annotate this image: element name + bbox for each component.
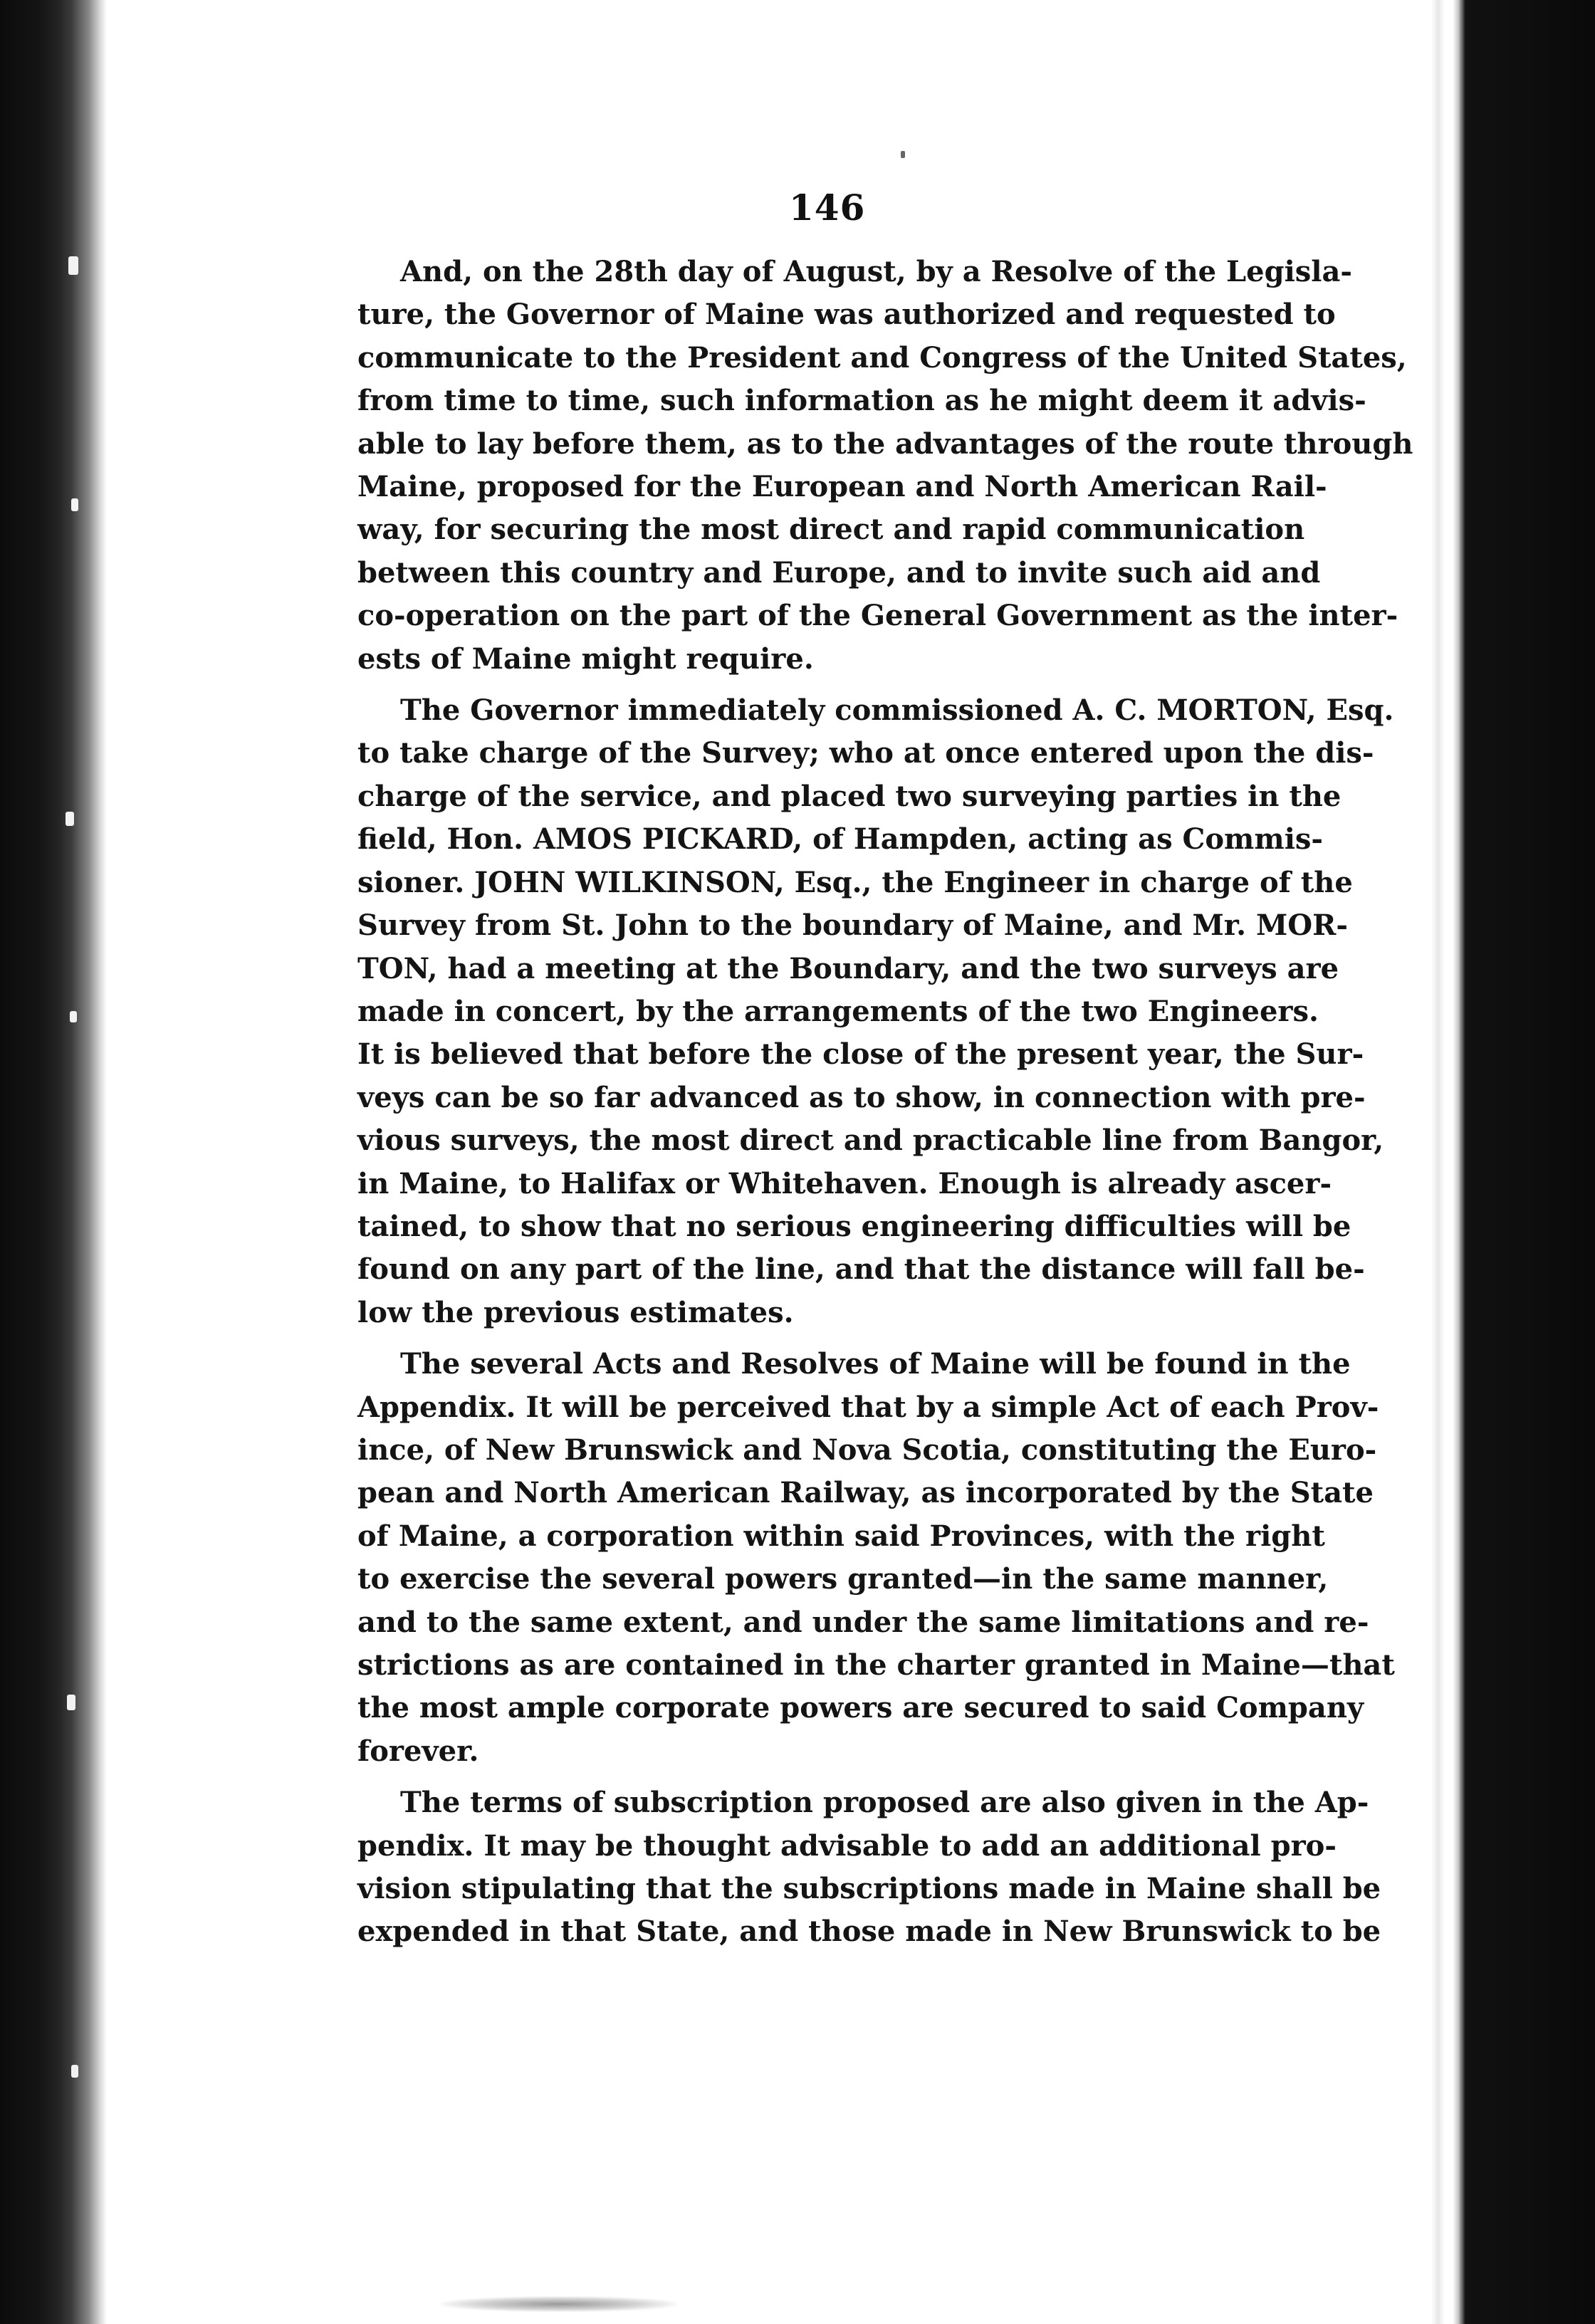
text-line: ests of Maine might require. [357,642,814,676]
text-line: The terms of subscription proposed are also given in the Ap- [400,1786,1369,1820]
paragraph-3 [357,1343,1395,1773]
text-line: Maine, proposed for the European and North American Rail- [357,470,1327,504]
text-line: The several Acts and Resolves of Maine will be found in the [400,1347,1351,1381]
text-line: vious surveys, the most direct and practicable line from Bangor, [357,1124,1384,1158]
paragraph-1 [357,251,1413,681]
text-line: co-operation on the part of the General Government as the inter- [357,599,1398,633]
edge-speck [70,1011,77,1022]
text-line: ture, the Governor of Maine was authorized and requested to [357,298,1336,332]
text-line: between this country and Europe, and to invite such aid and [357,555,1321,590]
scan-speck [901,151,905,158]
text-line: charge of the service, and placed two surveying parties in the [357,779,1342,813]
text-line: low the previous estimates. [357,1295,794,1329]
page-number: 146 [789,187,866,229]
text-line: pean and North American Railway, as incorporated by the State [357,1476,1374,1510]
text-line: veys can be so far advanced as to show, in connection with pre- [357,1080,1366,1114]
text-line: pendix. It may be thought advisable to add an additional pro- [357,1828,1337,1863]
edge-speck [68,256,78,275]
text-line: tained, to show that no serious engineering difficulties will be [357,1209,1351,1243]
text-line: vision stipulating that the subscriptions made in Maine shall be [357,1872,1381,1906]
paragraph-4 [357,1781,1381,1954]
text-line: strictions as are contained in the charter granted in Maine—that [357,1648,1395,1682]
edge-speck [67,1695,75,1710]
text-line: ince, of New Brunswick and Nova Scotia, constituting the Euro- [357,1433,1377,1467]
text-line: field, Hon. AMOS PICKARD, of Hampden, acting as Commis- [357,822,1324,857]
text-line: to take charge of the Survey; who at once entered upon the dis- [357,736,1374,770]
scan-smudge [441,2296,676,2312]
text-line: in Maine, to Halifax or Whitehaven. Enough is already ascer- [357,1166,1332,1200]
text-line: the most ample corporate powers are secured to said Company [357,1691,1364,1725]
edge-speck [71,2065,78,2078]
paragraph-2 [357,689,1394,1334]
text-line: And, on the 28th day of August, by a Resolve of the Legisla- [400,255,1352,288]
text-line: Survey from St. John to the boundary of Maine, and Mr. MOR- [357,909,1348,943]
text-line: able to lay before them, as to the advantages of the route through [357,426,1413,461]
body-text [357,251,1413,1954]
film-edge-left [0,0,107,2324]
edge-speck [66,812,74,826]
text-line: way, for securing the most direct and rapid communication [357,513,1305,547]
film-edge-right [1424,0,1595,2324]
text-line: communicate to the President and Congress of the United States, [357,340,1407,375]
text-line: It is believed that before the close of the present year, the Sur- [357,1037,1364,1072]
text-line: sioner. JOHN WILKINSON, Esq., the Engineer in charge of the [357,865,1353,899]
edge-speck [71,498,78,511]
text-line: of Maine, a corporation within said Provinces, with the right [357,1519,1325,1553]
text-line: and to the same extent, and under the same limitations and re- [357,1605,1369,1639]
text-line: expended in that State, and those made in New Brunswick to be [357,1915,1381,1949]
text-line: TON, had a meeting at the Boundary, and the two surveys are [357,951,1339,985]
text-line: Appendix. It will be perceived that by a simple Act of each Prov- [357,1390,1379,1424]
text-line: from time to time, such information as he might deem it advis- [357,384,1366,418]
text-line: to exercise the several powers granted—in the same manner, [357,1562,1329,1596]
text-line: made in concert, by the arrangements of the two Engineers. [357,994,1319,1028]
text-line: found on any part of the line, and that the distance will fall be- [357,1252,1365,1287]
text-line: The Governor immediately commissioned A. C. MORTON, Esq. [400,693,1394,728]
text-line: forever. [357,1734,479,1768]
